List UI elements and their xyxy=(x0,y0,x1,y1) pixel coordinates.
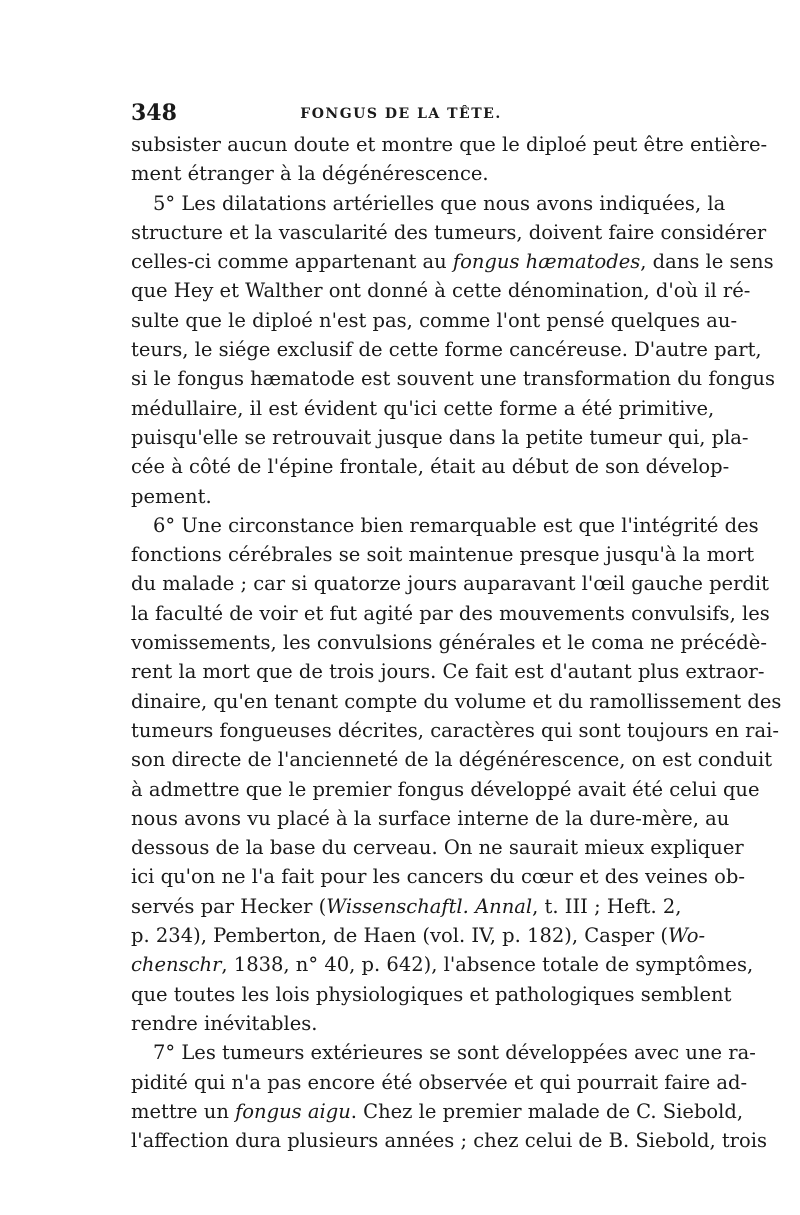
italic-text-segment: fongus hæmatodes xyxy=(452,250,641,274)
text-segment: , t. III ; Heft. 2, xyxy=(532,894,682,918)
text-line xyxy=(131,482,671,511)
text-segment: , dans le sens xyxy=(640,250,774,274)
text-line xyxy=(131,569,769,598)
text-line xyxy=(131,862,745,891)
text-line xyxy=(131,804,730,833)
body-text xyxy=(131,130,782,1155)
text-line xyxy=(131,892,682,921)
text-line xyxy=(131,159,671,188)
text-line xyxy=(131,716,779,745)
text-segment: l'affection dura plusieurs années ; chez celui de B. Siebold, trois xyxy=(131,1129,767,1153)
text-segment: vomissements, les convulsions générales et le coma ne précédè- xyxy=(131,631,767,655)
text-segment: teurs, le siége exclusif de cette forme cancéreuse. D'autre part, xyxy=(131,338,762,362)
italic-text-segment: Wo- xyxy=(667,924,706,948)
text-segment: ici qu'on ne l'a fait pour les cancers du cœur et des veines ob- xyxy=(131,865,745,889)
text-segment: à admettre que le premier fongus développé avait été celui que xyxy=(131,777,760,801)
italic-text-segment: fongus aigu xyxy=(235,1099,351,1123)
text-segment: . Chez le premier malade de C. Siebold, xyxy=(350,1099,744,1123)
text-line xyxy=(131,950,754,979)
text-segment: , 1838, n° 40, p. 642), l'absence totale de symptômes, xyxy=(221,953,754,977)
text-line xyxy=(131,364,775,393)
text-segment: ment étranger à la dégénérescence. xyxy=(131,162,489,186)
text-segment: pidité qui n'a pas encore été observée et qui pourrait faire ad- xyxy=(131,1070,748,1094)
text-segment: puisqu'elle se retrouvait jusque dans la petite tumeur qui, pla- xyxy=(131,425,749,449)
text-line xyxy=(131,980,732,1009)
text-line xyxy=(131,1126,767,1155)
text-line xyxy=(131,1097,744,1126)
text-segment: rendre inévitables. xyxy=(131,1011,318,1035)
text-segment: servés par Hecker ( xyxy=(131,894,327,918)
text-segment: la faculté de voir et fut agité par des mouvements convulsifs, les xyxy=(131,601,770,625)
text-line xyxy=(131,1068,748,1097)
text-segment: dinaire, qu'en tenant compte du volume et du ramollissement des xyxy=(131,689,782,713)
text-segment: subsister aucun doute et montre que le diploé peut être entière- xyxy=(131,133,768,156)
text-line xyxy=(131,130,768,159)
text-segment: cée à côté de l'épine frontale, était au début de son dévelop- xyxy=(131,455,730,479)
italic-text-segment: Wissenschaftl. Annal xyxy=(326,894,533,918)
text-segment: tumeurs fongueuses décrites, caractères qui sont toujours en rai- xyxy=(131,718,779,742)
text-line xyxy=(131,394,715,423)
page-number: 348 xyxy=(131,100,177,126)
text-segment: 6° Une circonstance bien remarquable est que l'intégrité des xyxy=(153,513,759,537)
text-line xyxy=(131,687,782,716)
text-segment: fonctions cérébrales se soit maintenue presque jusqu'à la mort xyxy=(131,543,755,567)
text-segment: si le fongus hæmatode est souvent une transformation du fongus xyxy=(131,367,775,391)
text-line xyxy=(131,833,744,862)
text-line xyxy=(131,921,706,950)
text-line xyxy=(131,775,760,804)
text-line xyxy=(131,189,726,218)
text-segment: 5° Les dilatations artérielles que nous avons indiquées, la xyxy=(153,191,726,215)
text-segment: p. 234), Pemberton, de Haen (vol. IV, p. 182), Casper ( xyxy=(131,924,668,948)
text-segment: sulte que le diploé n'est pas, comme l'ont pensé quelques au- xyxy=(131,308,738,332)
text-segment: médullaire, il est évident qu'ici cette forme a été primitive, xyxy=(131,396,715,420)
text-line xyxy=(131,423,749,452)
text-segment: celles-ci comme appartenant au xyxy=(131,250,453,274)
text-segment: son directe de l'ancienneté de la dégénérescence, on est conduit xyxy=(131,748,773,772)
text-line xyxy=(131,452,730,481)
text-line xyxy=(131,511,759,540)
text-segment: que Hey et Walther ont donné à cette dénomination, d'où il ré- xyxy=(131,279,751,303)
text-line xyxy=(131,599,770,628)
text-line xyxy=(131,1038,756,1067)
page-header xyxy=(131,100,671,130)
text-line xyxy=(131,1009,671,1038)
text-line xyxy=(131,745,773,774)
text-line xyxy=(131,306,738,335)
text-line xyxy=(131,628,767,657)
text-line xyxy=(131,335,762,364)
text-line xyxy=(131,247,774,276)
text-segment: nous avons vu placé à la surface interne de la dure-mère, au xyxy=(131,806,730,830)
text-segment: mettre un xyxy=(131,1099,236,1123)
text-segment: rent la mort que de trois jours. Ce fait est d'autant plus extraor- xyxy=(131,660,765,684)
text-line xyxy=(131,540,755,569)
text-segment: 7° Les tumeurs extérieures se sont développées avec une ra- xyxy=(153,1041,756,1065)
running-title: FONGUS DE LA TÊTE. xyxy=(300,106,502,122)
italic-text-segment: chenschr xyxy=(131,953,222,977)
text-segment: structure et la vascularité des tumeurs, doivent faire considérer xyxy=(131,220,767,244)
text-line xyxy=(131,218,767,247)
text-segment: pement. xyxy=(131,484,212,508)
text-segment: dessous de la base du cerveau. On ne saurait mieux expliquer xyxy=(131,836,744,860)
text-line xyxy=(131,657,765,686)
text-segment: que toutes les lois physiologiques et pathologiques semblent xyxy=(131,982,732,1006)
text-segment: du malade ; car si quatorze jours auparavant l'œil gauche perdit xyxy=(131,572,769,596)
text-line xyxy=(131,276,751,305)
